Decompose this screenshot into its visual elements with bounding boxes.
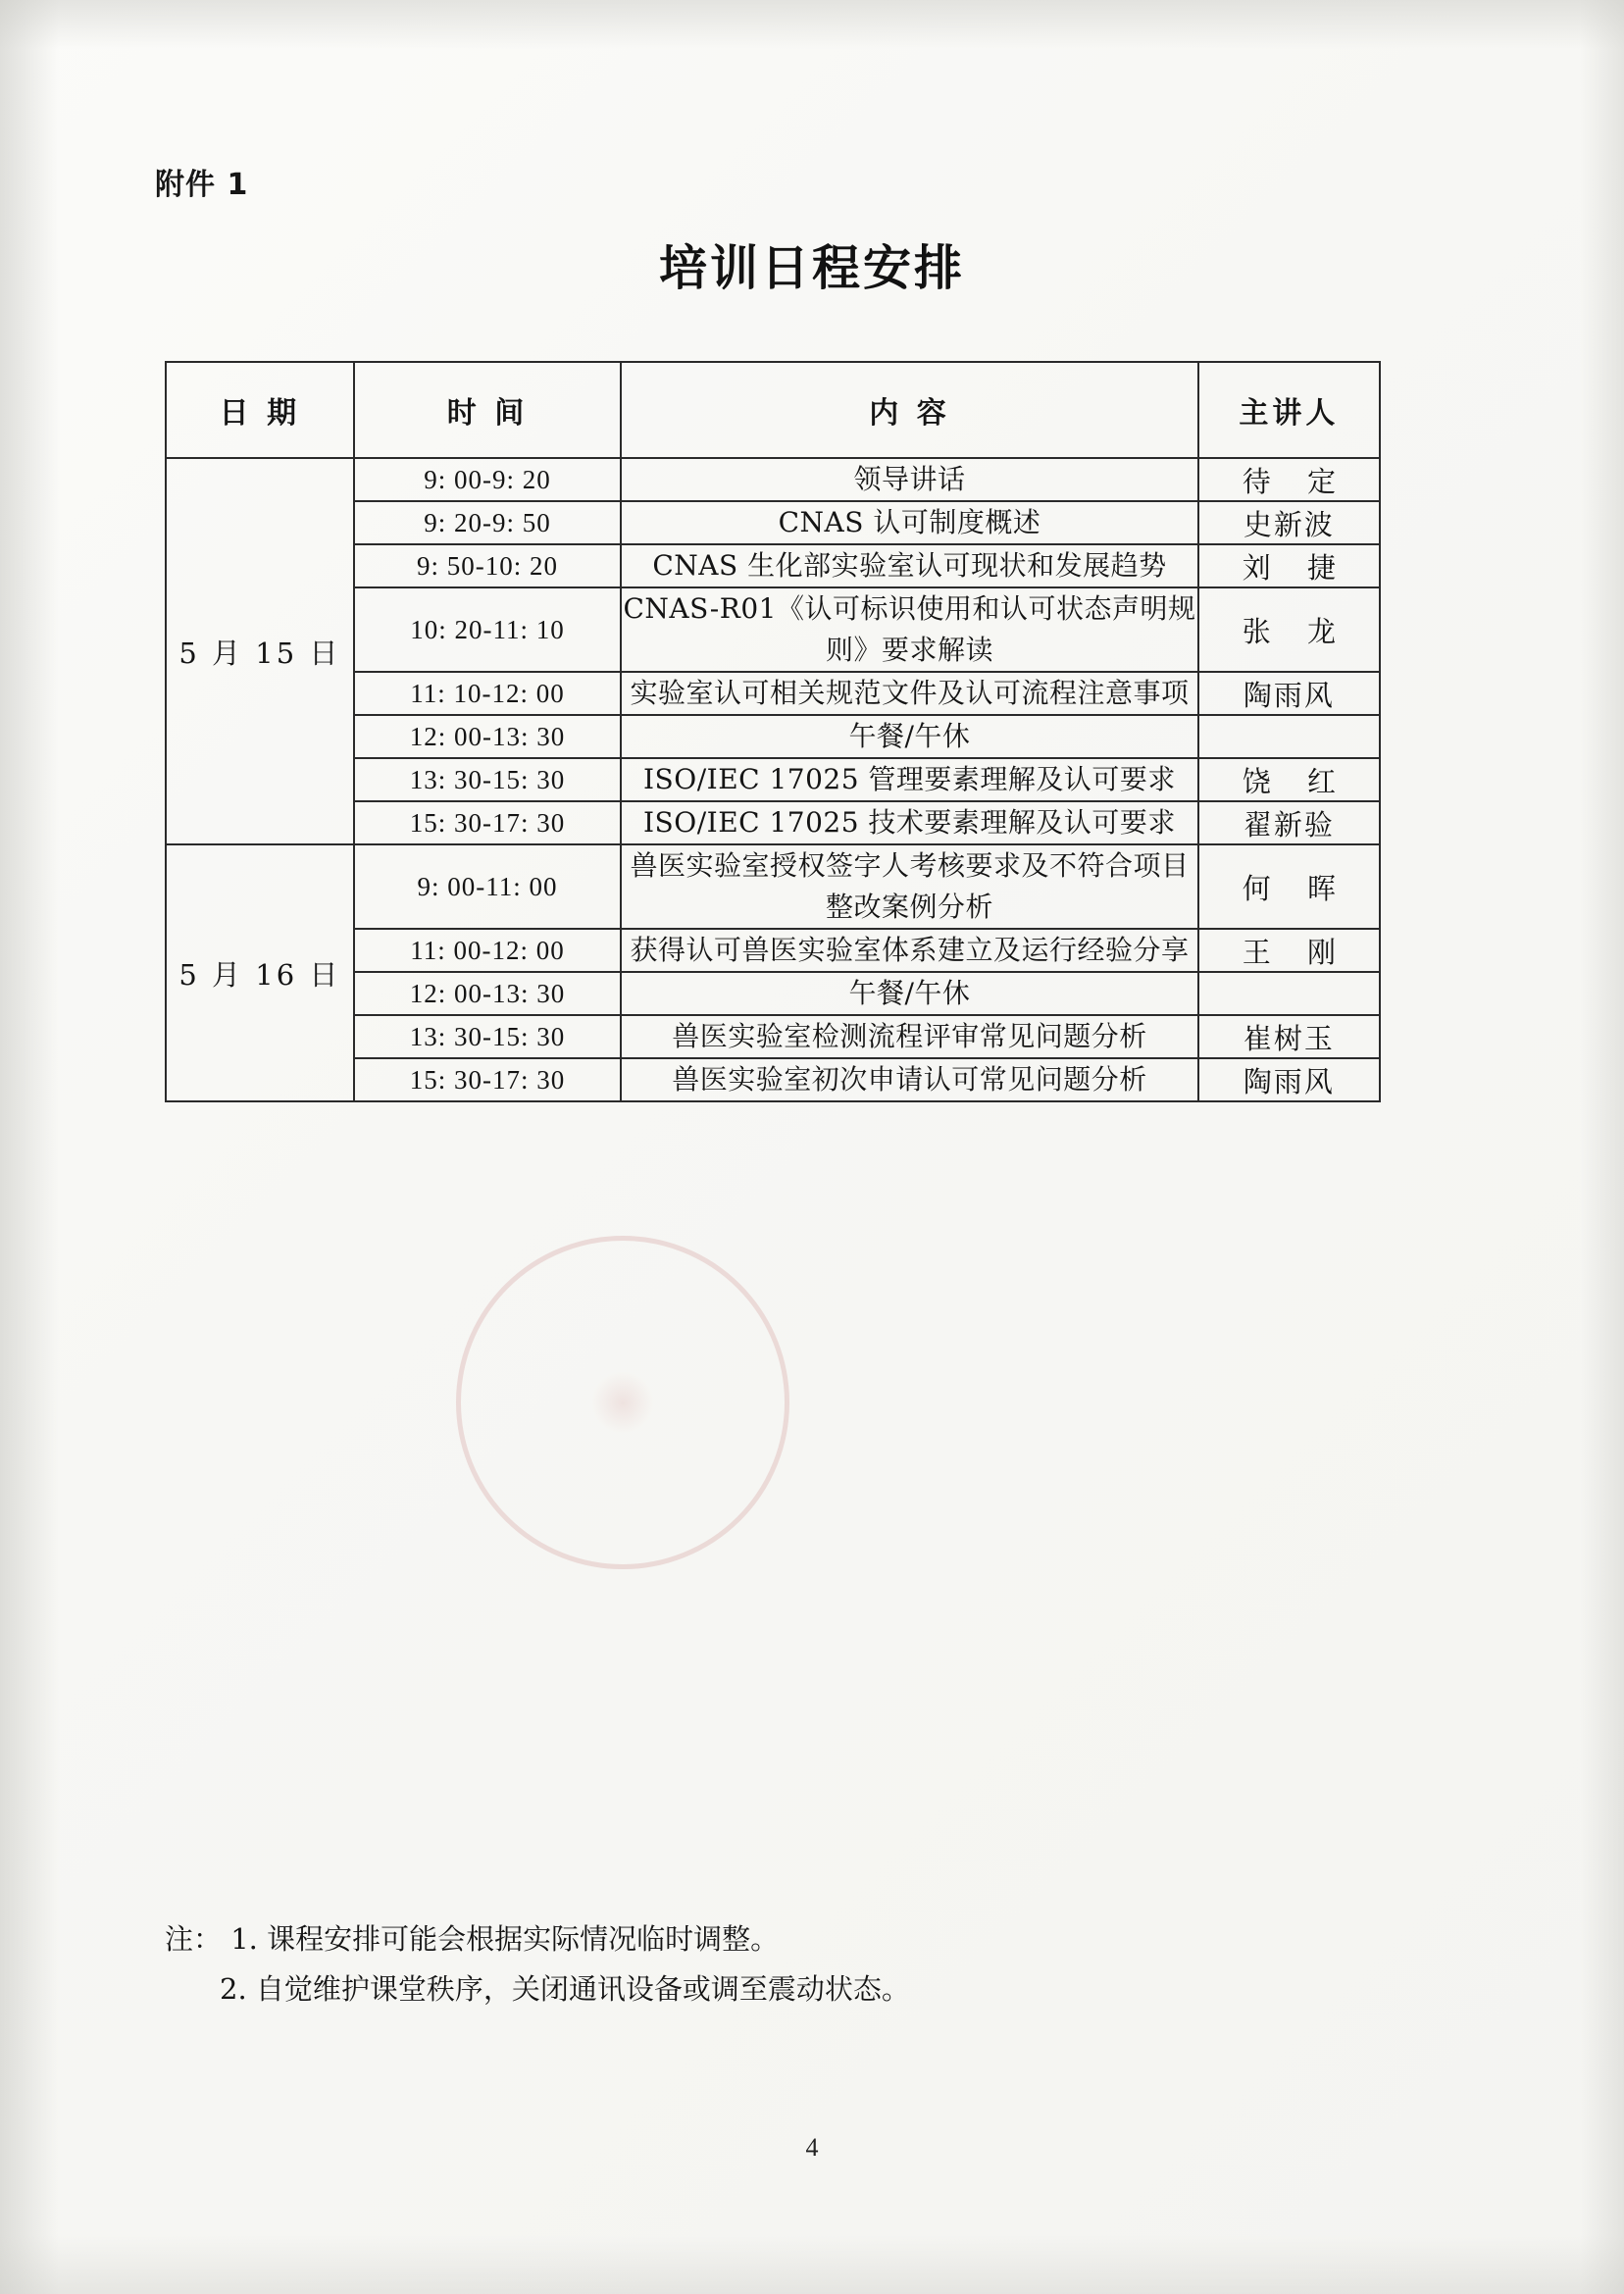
column-header-speaker: 主讲人: [1198, 362, 1380, 458]
cell-time: 12: 00-13: 30: [354, 715, 621, 758]
cell-time: 13: 30-15: 30: [354, 758, 621, 801]
cell-speaker: 陶雨风: [1198, 672, 1380, 715]
cell-time: 9: 20-9: 50: [354, 501, 621, 544]
cell-speaker: 崔树玉: [1198, 1015, 1380, 1058]
cell-topic: ISO/IEC 17025 管理要素理解及认可要求: [621, 758, 1197, 801]
training-schedule-table: [165, 361, 1381, 1102]
cell-speaker: 翟新验: [1198, 801, 1380, 844]
cell-topic: CNAS-R01《认可标识使用和认可状态声明规则》要求解读: [621, 587, 1197, 672]
table-row: [166, 458, 1380, 501]
cell-time: 15: 30-17: 30: [354, 801, 621, 844]
cell-speaker: [1198, 715, 1380, 758]
cell-topic: CNAS 生化部实验室认可现状和发展趋势: [621, 544, 1197, 587]
table-row: [166, 844, 1380, 929]
cell-topic: 兽医实验室初次申请认可常见问题分析: [621, 1058, 1197, 1101]
cell-speaker: 刘 捷: [1198, 544, 1380, 587]
cell-topic: 兽医实验室检测流程评审常见问题分析: [621, 1015, 1197, 1058]
cell-topic: 午餐/午休: [621, 715, 1197, 758]
cell-topic: 午餐/午休: [621, 972, 1197, 1015]
table-body: [166, 458, 1380, 1101]
cell-time: 9: 50-10: 20: [354, 544, 621, 587]
note-line-1: 注： 1. 课程安排可能会根据实际情况临时调整。: [165, 1922, 780, 1956]
cell-time: 13: 30-15: 30: [354, 1015, 621, 1058]
cell-topic: 兽医实验室授权签字人考核要求及不符合项目整改案例分析: [621, 844, 1197, 929]
table-header-row: [166, 362, 1380, 458]
cell-speaker: 何 晖: [1198, 844, 1380, 929]
cell-date: 5 月 15 日: [166, 458, 354, 844]
cell-time: 12: 00-13: 30: [354, 972, 621, 1015]
page-number: 4: [805, 2133, 819, 2162]
cell-time: 11: 10-12: 00: [354, 672, 621, 715]
attachment-label: 附件 1: [155, 168, 249, 202]
cell-topic: 领导讲话: [621, 458, 1197, 501]
cell-speaker: 陶雨风: [1198, 1058, 1380, 1101]
cell-time: 9: 00-11: 00: [354, 844, 621, 929]
column-header-date: 日 期: [166, 362, 354, 458]
cell-time: 15: 30-17: 30: [354, 1058, 621, 1101]
cell-speaker: 王 刚: [1198, 929, 1380, 972]
note-line-2: 2. 自觉维护课堂秩序，关闭通讯设备或调至震动状态。: [220, 1971, 910, 2006]
cell-speaker: 饶 红: [1198, 758, 1380, 801]
cell-time: 9: 00-9: 20: [354, 458, 621, 501]
cell-date: 5 月 16 日: [166, 844, 354, 1101]
cell-speaker: 待 定: [1198, 458, 1380, 501]
cell-time: 11: 00-12: 00: [354, 929, 621, 972]
cell-speaker: 张 龙: [1198, 587, 1380, 672]
cell-topic: ISO/IEC 17025 技术要素理解及认可要求: [621, 801, 1197, 844]
cell-topic: 获得认可兽医实验室体系建立及运行经验分享: [621, 929, 1197, 972]
notes-block: [165, 1914, 1420, 2014]
page-title: 培训日程安排: [658, 239, 965, 296]
cell-speaker: [1198, 972, 1380, 1015]
cell-topic: 实验室认可相关规范文件及认可流程注意事项: [621, 672, 1197, 715]
column-header-topic: 内 容: [621, 362, 1197, 458]
cell-speaker: 史新波: [1198, 501, 1380, 544]
cell-topic: CNAS 认可制度概述: [621, 501, 1197, 544]
column-header-time: 时 间: [354, 362, 621, 458]
cell-time: 10: 20-11: 10: [354, 587, 621, 672]
